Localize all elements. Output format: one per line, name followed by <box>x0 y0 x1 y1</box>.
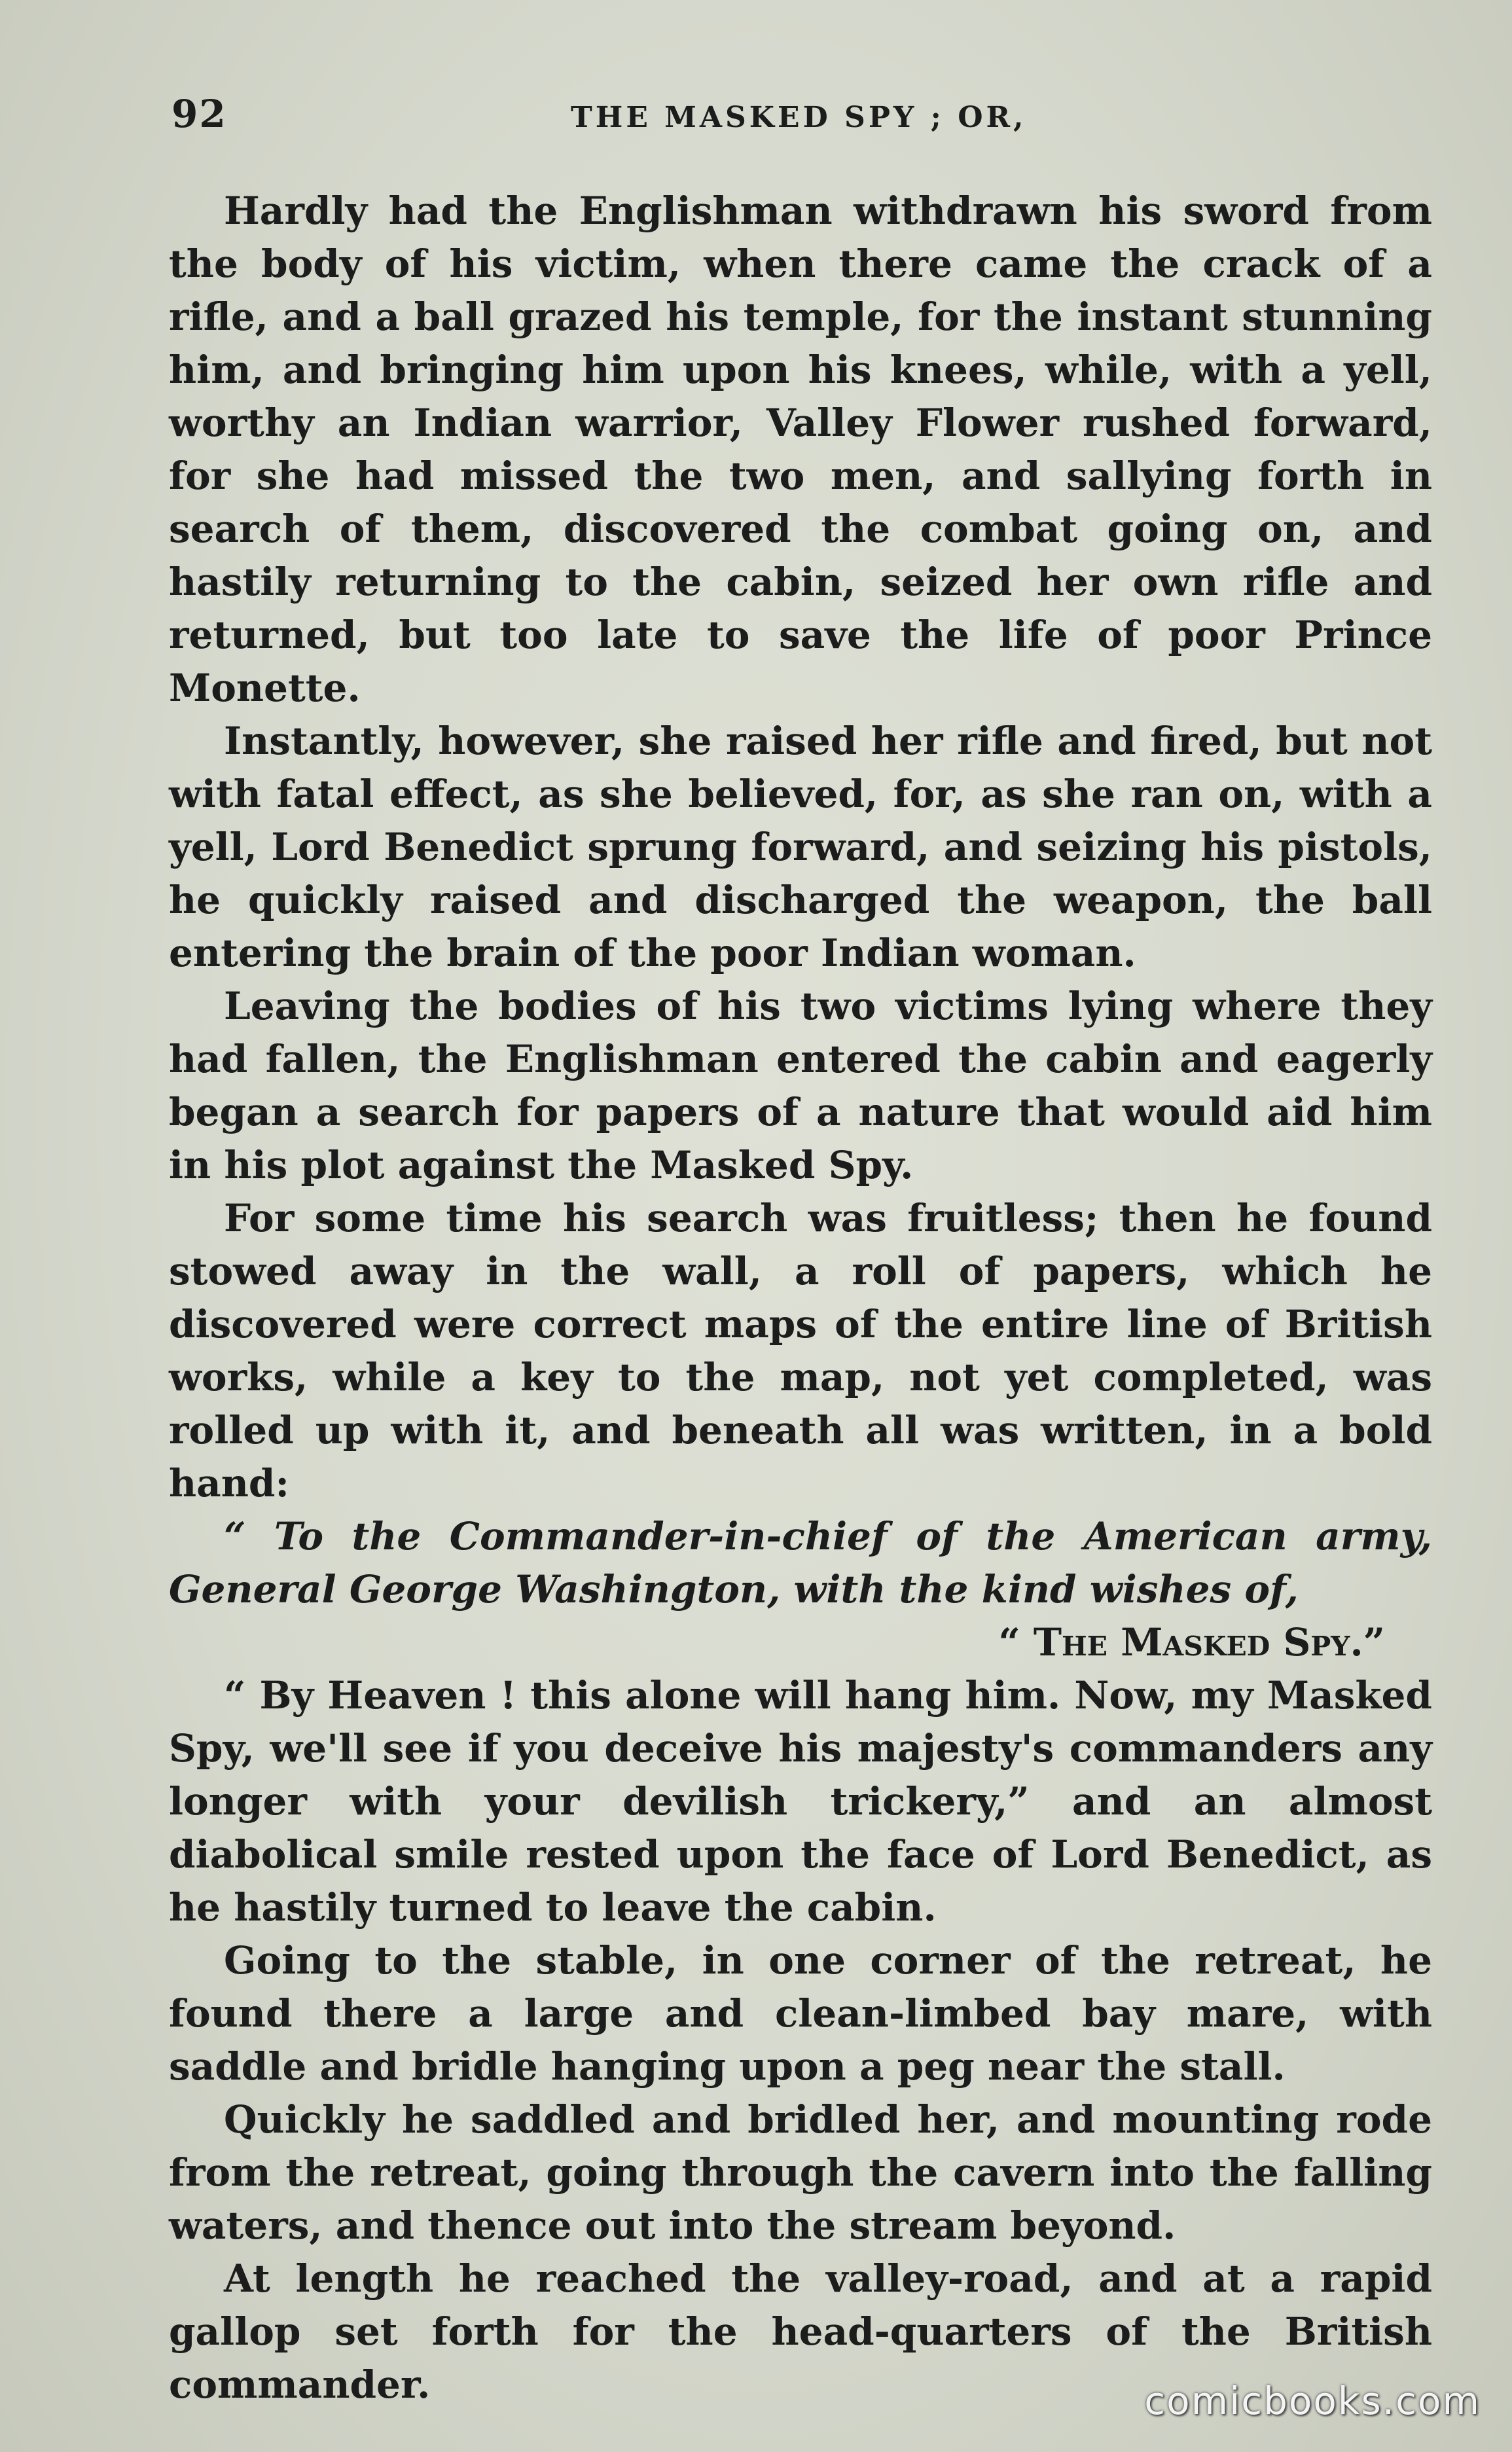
page-header <box>171 79 1430 157</box>
paragraph: Leaving the bodies of his two victims lying where they had fallen, the Englishman entered the cabin and eagerly began a search for papers of a nature that would aid him in his plot against the Masked Spy. <box>169 984 1432 1187</box>
paragraph: “ By Heaven ! this alone will hang him. Now, my Masked Spy, we'll see if you deceive his majesty's commanders any longer with your devilish trickery,” and an almost diabolical smile rested upon the face of Lord Benedict, as he hastily turned to leave the cabin. <box>169 1673 1432 1930</box>
page-number: 92 <box>171 92 227 136</box>
letter-signature <box>169 1616 1432 1669</box>
signature-text: “ The Masked Spy.” <box>998 1620 1385 1665</box>
paragraph: Hardly had the Englishman withdrawn his sword from the body of his victim, when there came the crack of a rifle, and a ball grazed his temple, for the instant stunning him, and bringing him upon his knees, while, with a yell, worthy an Indian warrior, Valley Flower rushed forward, for she had missed the two men, and sallying forth in search of them, discovered the combat going on, and hastily returning to the cabin, seized her own rifle and returned, but too late to save the life of poor Prince Monette. <box>169 189 1432 710</box>
paragraph: At length he reached the valley-road, and at a rapid gallop set forth for the head-quarters of the British commander. <box>169 2256 1432 2407</box>
paragraph: Quickly he saddled and bridled her, and mounting rode from the retreat, going through the cavern into the falling waters, and thence out into the stream beyond. <box>169 2097 1432 2248</box>
body-text <box>169 185 1432 2411</box>
paragraph: Instantly, however, she raised her rifle and fired, but not with fatal effect, as she believed, for, as she ran on, with a yell, Lord Benedict sprung forward, and seizing his pistols, he quickly raised and discharged the weapon, the ball entering the brain of the poor Indian woman. <box>169 719 1432 975</box>
letter-address: “ To the Commander-in-chief of the American army, General George Washington, with the kind wishes of, <box>169 1514 1432 1612</box>
running-head: THE MASKED SPY ; OR, <box>571 101 1027 134</box>
paragraph: For some time his search was fruitless; then he found stowed away in the wall, a roll of papers, which he discovered were correct maps of the entire line of British works, while a key to the map, not yet completed, was rolled up with it, and beneath all was written, in a bold hand: <box>169 1196 1432 1505</box>
paragraph: Going to the stable, in one corner of the retreat, he found there a large and clean-limbed bay mare, with saddle and bridle hanging upon a peg near the stall. <box>169 1938 1432 2089</box>
watermark-logo: comicbooks.com <box>1144 2379 1481 2423</box>
